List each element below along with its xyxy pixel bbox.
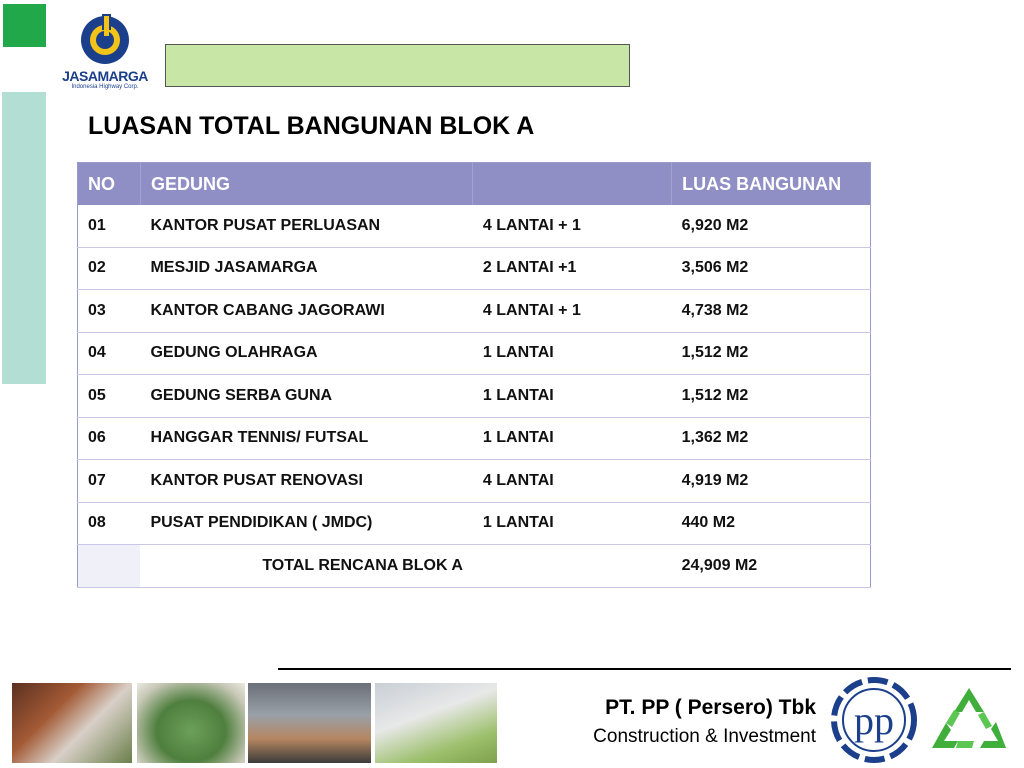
row-gedung: GEDUNG OLAHRAGA bbox=[140, 332, 472, 375]
row-luas: 4,919 M2 bbox=[672, 460, 871, 503]
company-name: PT. PP ( Persero) Tbk bbox=[605, 696, 816, 719]
row-no: 01 bbox=[78, 205, 141, 247]
table-row bbox=[78, 332, 871, 375]
row-gedung: MESJID JASAMARGA bbox=[140, 247, 472, 290]
table-row bbox=[78, 460, 871, 503]
row-no: 07 bbox=[78, 460, 141, 503]
row-luas: 6,920 M2 bbox=[672, 205, 871, 247]
row-lantai: 2 LANTAI +1 bbox=[473, 247, 672, 290]
row-lantai: 4 LANTAI + 1 bbox=[473, 290, 672, 333]
row-gedung: GEDUNG SERBA GUNA bbox=[140, 375, 472, 418]
logo-wordmark: JASAMARGA bbox=[62, 68, 148, 84]
total-empty-cell bbox=[78, 545, 141, 588]
row-luas: 1,512 M2 bbox=[672, 332, 871, 375]
building-photo-3 bbox=[248, 683, 371, 763]
row-no: 08 bbox=[78, 502, 141, 545]
table-row bbox=[78, 417, 871, 460]
header-no: NO bbox=[78, 163, 141, 206]
footer-divider bbox=[278, 668, 1011, 670]
row-no: 03 bbox=[78, 290, 141, 333]
row-no: 04 bbox=[78, 332, 141, 375]
row-luas: 4,738 M2 bbox=[672, 290, 871, 333]
row-luas: 3,506 M2 bbox=[672, 247, 871, 290]
recycle-icon bbox=[922, 682, 1016, 762]
table-row bbox=[78, 375, 871, 418]
row-gedung: KANTOR PUSAT PERLUASAN bbox=[140, 205, 472, 247]
row-luas: 440 M2 bbox=[672, 502, 871, 545]
row-gedung: KANTOR PUSAT RENOVASI bbox=[140, 460, 472, 503]
header-gedung: GEDUNG bbox=[140, 163, 472, 206]
pp-logo-icon bbox=[829, 676, 919, 764]
row-no: 05 bbox=[78, 375, 141, 418]
header-luas: LUAS BANGUNAN bbox=[672, 163, 871, 206]
company-tagline: Construction & Investment bbox=[593, 726, 816, 747]
row-lantai: 1 LANTAI bbox=[473, 417, 672, 460]
building-photo-4 bbox=[375, 683, 497, 763]
row-lantai: 4 LANTAI + 1 bbox=[473, 205, 672, 247]
table-row bbox=[78, 247, 871, 290]
row-gedung: KANTOR CABANG JAGORAWI bbox=[140, 290, 472, 333]
row-luas: 1,362 M2 bbox=[672, 417, 871, 460]
svg-text:pp: pp bbox=[854, 698, 894, 743]
table-row bbox=[78, 205, 871, 247]
header-lantai bbox=[473, 163, 672, 206]
row-gedung: PUSAT PENDIDIKAN ( JMDC) bbox=[140, 502, 472, 545]
building-photo-2 bbox=[137, 683, 245, 763]
row-lantai: 4 LANTAI bbox=[473, 460, 672, 503]
row-lantai: 1 LANTAI bbox=[473, 502, 672, 545]
row-gedung: HANGGAR TENNIS/ FUTSAL bbox=[140, 417, 472, 460]
total-spacer-cell bbox=[473, 545, 672, 588]
table-row bbox=[78, 290, 871, 333]
building-area-table bbox=[77, 162, 871, 588]
table-total-row bbox=[78, 545, 871, 588]
row-lantai: 1 LANTAI bbox=[473, 375, 672, 418]
row-no: 02 bbox=[78, 247, 141, 290]
title-placeholder-box bbox=[165, 44, 630, 87]
total-value: 24,909 M2 bbox=[672, 545, 871, 588]
row-lantai: 1 LANTAI bbox=[473, 332, 672, 375]
row-luas: 1,512 M2 bbox=[672, 375, 871, 418]
total-label: TOTAL RENCANA BLOK A bbox=[140, 545, 472, 588]
building-photo-1 bbox=[12, 683, 132, 763]
side-bar-decoration bbox=[2, 92, 46, 384]
table-row bbox=[78, 502, 871, 545]
page-title: LUASAN TOTAL BANGUNAN BLOK A bbox=[88, 112, 535, 140]
logo-tagline: Indonesia Highway Corp. bbox=[71, 84, 139, 90]
green-square-decoration bbox=[3, 4, 46, 47]
row-no: 06 bbox=[78, 417, 141, 460]
table-header-row bbox=[78, 163, 871, 206]
